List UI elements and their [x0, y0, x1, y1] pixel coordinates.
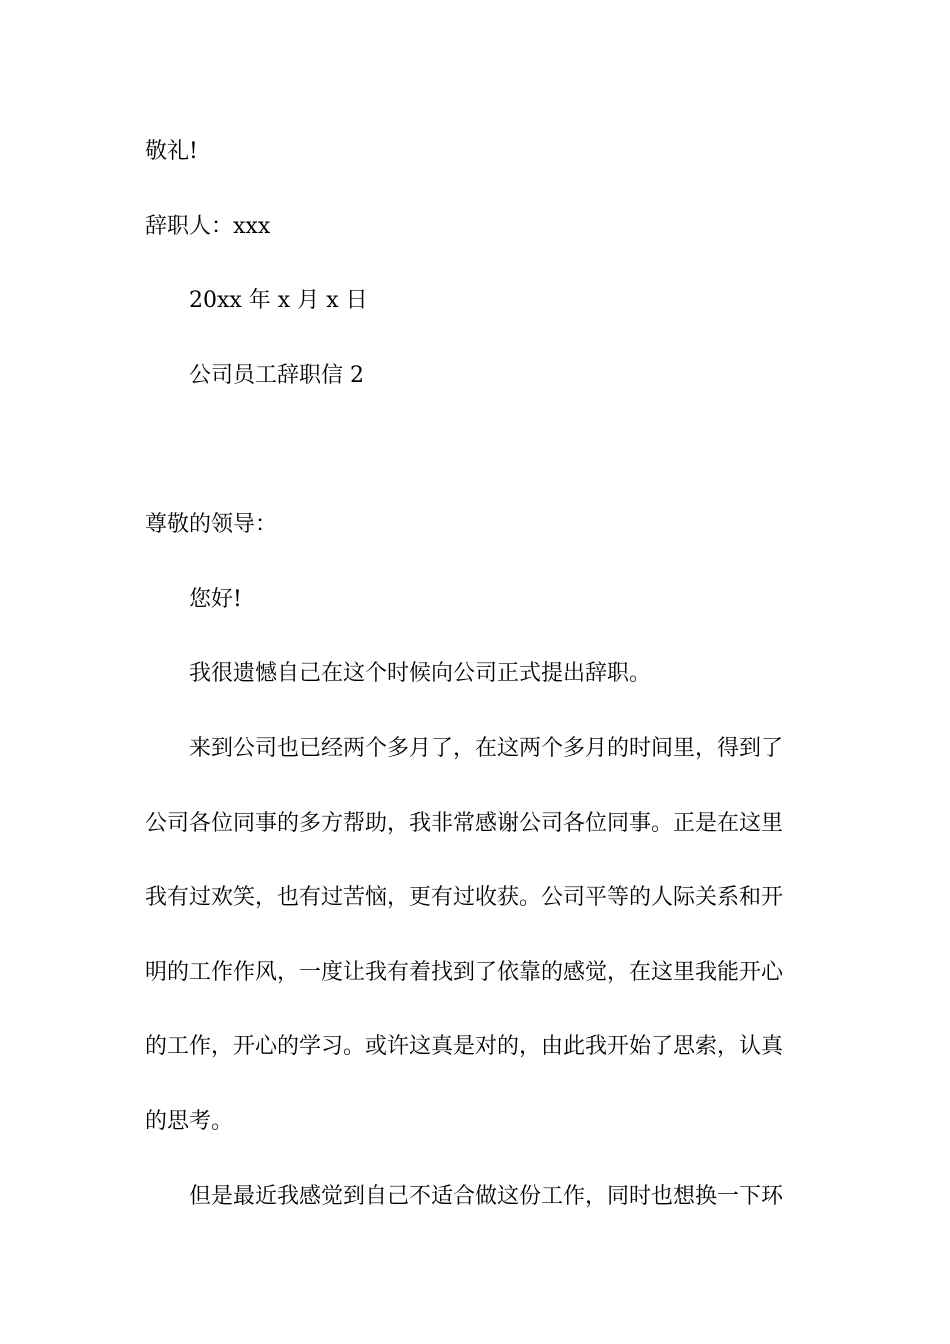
letter-title: 公司员工辞职信 2: [189, 363, 364, 388]
paragraph-2-line: 我有过欢笑，也有过苦恼，更有过收获。公司平等的人际关系和开: [145, 885, 784, 910]
paragraph-2-line: 的思考。: [145, 1109, 234, 1134]
date-line: 20xx 年 x 月 x 日: [189, 288, 368, 313]
salutation-line: 尊敬的领导：: [145, 512, 278, 537]
paragraph-1: 我很遗憾自己在这个时候向公司正式提出辞职。: [189, 661, 652, 686]
paragraph-2-line: 来到公司也已经两个多月了，在这两个多月的时间里，得到了: [189, 736, 784, 761]
paragraph-2-line: 明的工作作风，一度让我有着找到了依靠的感觉，在这里我能开心: [145, 960, 784, 985]
paragraph-2-line: 的工作，开心的学习。或许这真是对的，由此我开始了思索，认真: [145, 1034, 784, 1059]
signer-line: 辞职人：xxx: [145, 214, 271, 239]
paragraph-2-line: 公司各位同事的多方帮助，我非常感谢公司各位同事。正是在这里: [145, 811, 784, 836]
paragraph-3-line: 但是最近我感觉到自己不适合做这份工作，同时也想换一下环: [189, 1184, 784, 1209]
closing-line: 敬礼!: [145, 139, 198, 164]
greeting-line: 您好!: [189, 587, 242, 612]
